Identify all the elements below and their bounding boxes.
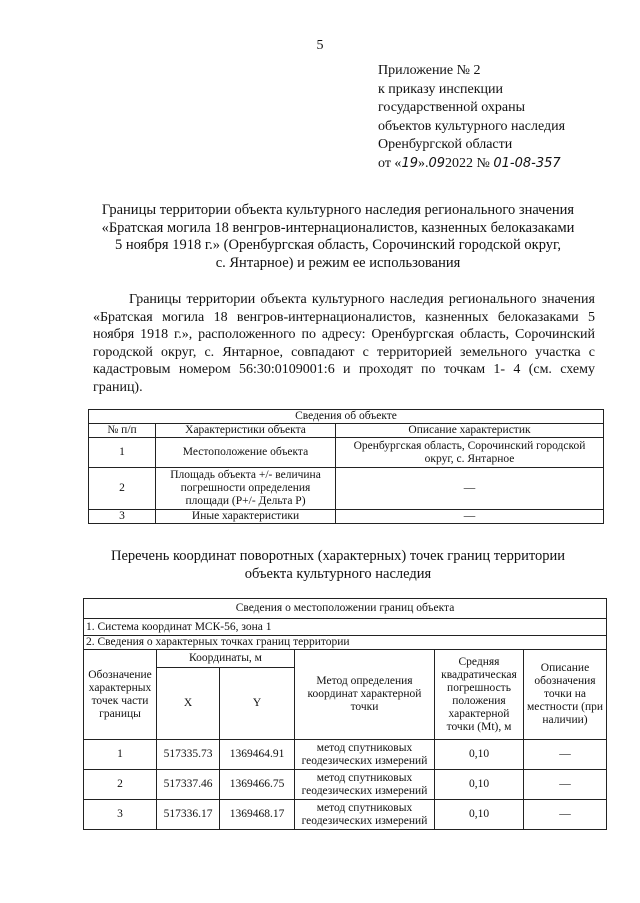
header-method: Метод определения координат характерной точки bbox=[295, 650, 435, 740]
date-prefix: от « bbox=[378, 155, 402, 171]
document-title bbox=[60, 202, 616, 272]
cell-point: 2 bbox=[84, 770, 157, 800]
page-number: 5 bbox=[316, 38, 324, 53]
cell-desc: — bbox=[336, 510, 604, 524]
cell-num: 1 bbox=[89, 438, 156, 468]
table-row bbox=[89, 468, 604, 510]
header-coords: Координаты, м bbox=[157, 650, 295, 668]
appendix-line: объектов культурного наследия bbox=[378, 118, 566, 134]
table-caption: Сведения о местоположении границ объекта bbox=[84, 599, 607, 619]
cell-error: 0,10 bbox=[435, 800, 524, 830]
header-y: Y bbox=[220, 668, 295, 740]
header-x: X bbox=[157, 668, 220, 740]
appendix-date-line bbox=[378, 155, 565, 174]
cell-x: 517335.73 bbox=[157, 740, 220, 770]
column-header: Характеристики объекта bbox=[156, 424, 336, 438]
appendix-line: государственной охраны bbox=[378, 100, 526, 115]
paragraph-text: Границы территории объекта культурного наследия регионального значения «Братская могила 18 венгров-интернационалистов, казненных белоказаками 5 ноября 1918 г.», расположенного по адресу: Оренбургская область, Сорочинский городской округ, с. Янтарное, совпадают с территорией земельного участка с кадастровым номером 56:30:0109001:6 и проходят по точкам 1- 4 (см. схему границ). bbox=[93, 292, 595, 395]
column-header: № п/п bbox=[89, 424, 156, 438]
handwritten-day: 19 bbox=[401, 155, 418, 171]
title-line: Границы территории объекта культурного наследия регионального значения bbox=[101, 202, 575, 218]
title-line: 5 ноября 1918 г.» (Оренбургская область, Сорочинский городской округ, bbox=[115, 237, 561, 253]
object-info-table bbox=[88, 409, 604, 524]
coord-system-row: 1. Система координат МСК-56, зона 1 bbox=[84, 619, 607, 636]
cell-error: 0,10 bbox=[435, 740, 524, 770]
table-row bbox=[89, 510, 604, 524]
cell-x: 517336.17 bbox=[157, 800, 220, 830]
cell-desc: — bbox=[336, 468, 604, 510]
column-header: Описание характеристик bbox=[336, 424, 604, 438]
header-desc: Описание обозначения точки на местности (при наличии) bbox=[524, 650, 607, 740]
coordinates-table bbox=[83, 598, 607, 830]
cell-x: 517337.46 bbox=[157, 770, 220, 800]
date-year: 2022 bbox=[445, 155, 474, 171]
table-row bbox=[89, 438, 604, 468]
appendix-line: Оренбургской области bbox=[378, 137, 513, 152]
appendix-line: Приложение № 2 bbox=[378, 63, 481, 78]
handwritten-order-number: 01-08-357 bbox=[493, 155, 561, 171]
subtitle-line: Перечень координат поворотных (характерных) точек границ территории bbox=[110, 548, 566, 564]
date-mid: ». bbox=[417, 155, 429, 171]
boundary-paragraph bbox=[93, 291, 595, 396]
cell-desc: — bbox=[524, 740, 607, 770]
cell-num: 2 bbox=[89, 468, 156, 510]
cell-method: метод спутниковых геодезических измерений bbox=[295, 770, 435, 800]
handwritten-month: 09 bbox=[428, 155, 446, 171]
cell-point: 1 bbox=[84, 740, 157, 770]
subtitle-line: объекта культурного наследия bbox=[244, 566, 432, 582]
table-caption: Сведения об объекте bbox=[89, 410, 604, 424]
cell-method: метод спутниковых геодезических измерений bbox=[295, 740, 435, 770]
cell-num: 3 bbox=[89, 510, 156, 524]
cell-point: 3 bbox=[84, 800, 157, 830]
cell-error: 0,10 bbox=[435, 770, 524, 800]
header-point: Обозначение характерных точек части границы bbox=[84, 650, 157, 740]
cell-desc: — bbox=[524, 770, 607, 800]
cell-y: 1369466.75 bbox=[220, 770, 295, 800]
table-row bbox=[84, 740, 607, 770]
cell-char: Местоположение объекта bbox=[156, 438, 336, 468]
number-sign: № bbox=[476, 155, 490, 171]
cell-desc: Оренбургская область, Сорочинский городской округ, с. Янтарное bbox=[336, 438, 604, 468]
title-line: с. Янтарное) и режим ее использования bbox=[215, 254, 461, 271]
coordinates-title bbox=[60, 547, 616, 583]
table-row bbox=[84, 800, 607, 830]
header-error: Средняя квадратическая погрешность положения характерной точки (Mt), м bbox=[435, 650, 524, 740]
table-row bbox=[84, 770, 607, 800]
cell-char: Иные характеристики bbox=[156, 510, 336, 524]
cell-y: 1369464.91 bbox=[220, 740, 295, 770]
appendix-header bbox=[378, 62, 565, 173]
title-line: «Братская могила 18 венгров-интернационалистов, казненных белоказаками bbox=[101, 219, 575, 236]
appendix-line: к приказу инспекции bbox=[378, 81, 504, 97]
cell-y: 1369468.17 bbox=[220, 800, 295, 830]
cell-desc: — bbox=[524, 800, 607, 830]
points-info-row: 2. Сведения о характерных точках границ территории bbox=[84, 636, 607, 650]
cell-method: метод спутниковых геодезических измерений bbox=[295, 800, 435, 830]
cell-char: Площадь объекта +/- величина погрешности определения площади (P+/- Дельта P) bbox=[156, 468, 336, 510]
